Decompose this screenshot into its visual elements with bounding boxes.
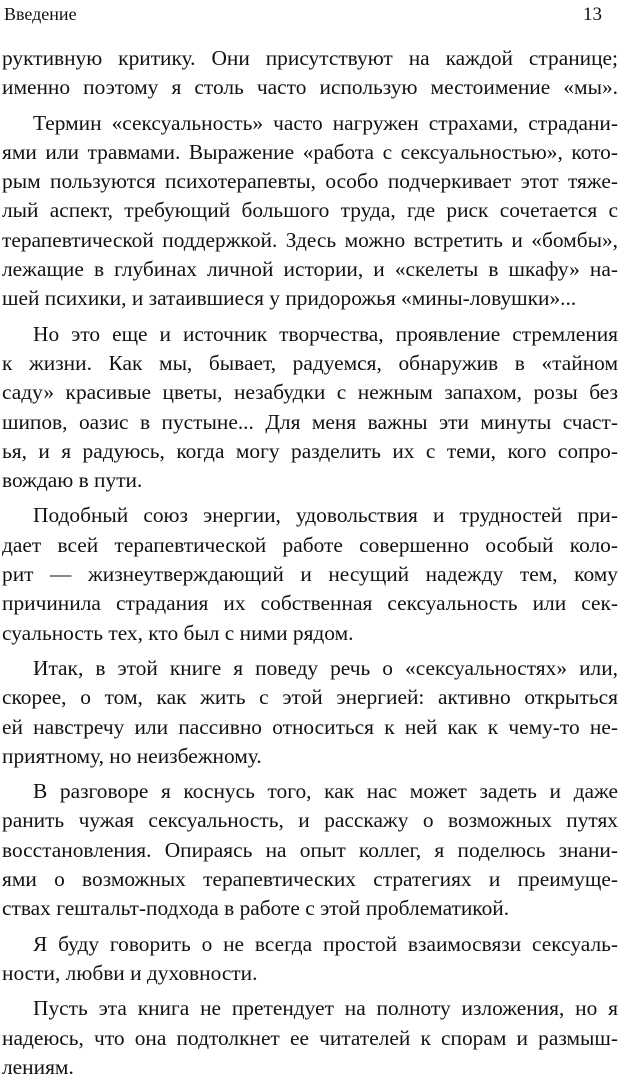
text-line: Но это еще и источник творчества, проявление стремления xyxy=(33,321,618,346)
paragraph xyxy=(2,320,618,496)
paragraph xyxy=(2,109,618,314)
text-line: дает всей терапевтической работе совершенно особый коло- xyxy=(2,532,618,557)
text-line: лый аспект, требующий большого труда, где риск сочетается с xyxy=(2,198,618,223)
text-line: приятному, но неизбежному. xyxy=(2,743,262,768)
text-line: рым пользуются психотерапевты, особо подчеркивает этот тяже- xyxy=(2,169,618,194)
text-line: скорее, о том, как жить с этой энергией: активно открыться xyxy=(2,685,618,710)
text-line: Итак, в этой книге я поведу речь о «сексуальностях» или, xyxy=(33,655,618,680)
text-line: ья, и я радуюсь, когда могу разделить их с теми, кого сопро- xyxy=(2,438,618,463)
text-line: Термин «сексуальность» часто нагружен страхами, страдани- xyxy=(33,110,618,135)
paragraph xyxy=(2,501,618,647)
text-line: терапевтической поддержкой. Здесь можно встретить и «бомбы», xyxy=(2,227,618,252)
text-line: ей навстречу или пассивно относиться к ней как к чему-то не- xyxy=(2,714,618,739)
text-line: руктивную критику. Они присутствуют на каждой странице; xyxy=(2,46,618,70)
text-line: В разговоре я коснусь того, как нас может задеть и даже xyxy=(33,779,618,804)
page-number: 13 xyxy=(583,4,602,25)
paragraph xyxy=(2,44,618,103)
text-line: ранить чужая сексуальность, и расскажу о возможных путях xyxy=(2,808,618,833)
paragraph xyxy=(2,654,618,771)
text-line: Я буду говорить о не всегда простой взаимосвязи сексуаль- xyxy=(33,931,618,956)
paragraph xyxy=(2,777,618,923)
text-line: надеюсь, что она подтолкнет ее читателей к спорам и размыш- xyxy=(2,1025,618,1050)
text-line: ствах гештальт-подхода в работе с этой проблематикой. xyxy=(2,896,510,921)
text-line: к жизни. Как мы, бывает, радуемся, обнаружив в «тайном xyxy=(2,350,618,375)
text-line: шей психики, и затаившиеся у придорожья «мины-ловушки»... xyxy=(2,286,577,311)
text-line: лениям. xyxy=(2,1054,74,1079)
text-line: рит — жизнеутверждающий и несущий надежду тем, кому xyxy=(2,562,618,587)
text-line: шипов, оазис в пустыне... Для меня важны эти минуты счаст- xyxy=(2,409,618,434)
text-line: Подобный союз энергии, удовольствия и трудностей при- xyxy=(33,503,618,528)
paragraph xyxy=(2,930,618,989)
paragraph xyxy=(2,994,618,1082)
text-line: лежащие в глубинах личной истории, и «скелеты в шкафу» на- xyxy=(2,257,618,282)
text-line: ности, любви и духовности. xyxy=(2,960,258,985)
text-line: восстановления. Опираясь на опыт коллег, я поделюсь знани- xyxy=(2,837,618,862)
body-text xyxy=(2,44,618,1082)
running-head: Введение xyxy=(4,4,77,24)
text-line: Пусть эта книга не претендует на полноту изложения, но я xyxy=(33,996,618,1021)
text-line: вождаю в пути. xyxy=(2,468,143,493)
text-line: саду» красивые цветы, незабудки с нежным запахом, розы без xyxy=(2,380,618,405)
text-line: именно поэтому я столь часто использую местоимение «мы». xyxy=(2,75,618,100)
text-line: ями о возможных терапевтических стратегиях и преимуще- xyxy=(2,867,618,892)
text-line: ями или травмами. Выражение «работа с сексуальностью», кото- xyxy=(2,139,618,164)
text-line: суальность тех, кто был с ними рядом. xyxy=(2,620,354,645)
text-line: причинила страдания их собственная сексуальность или сек- xyxy=(2,591,618,616)
